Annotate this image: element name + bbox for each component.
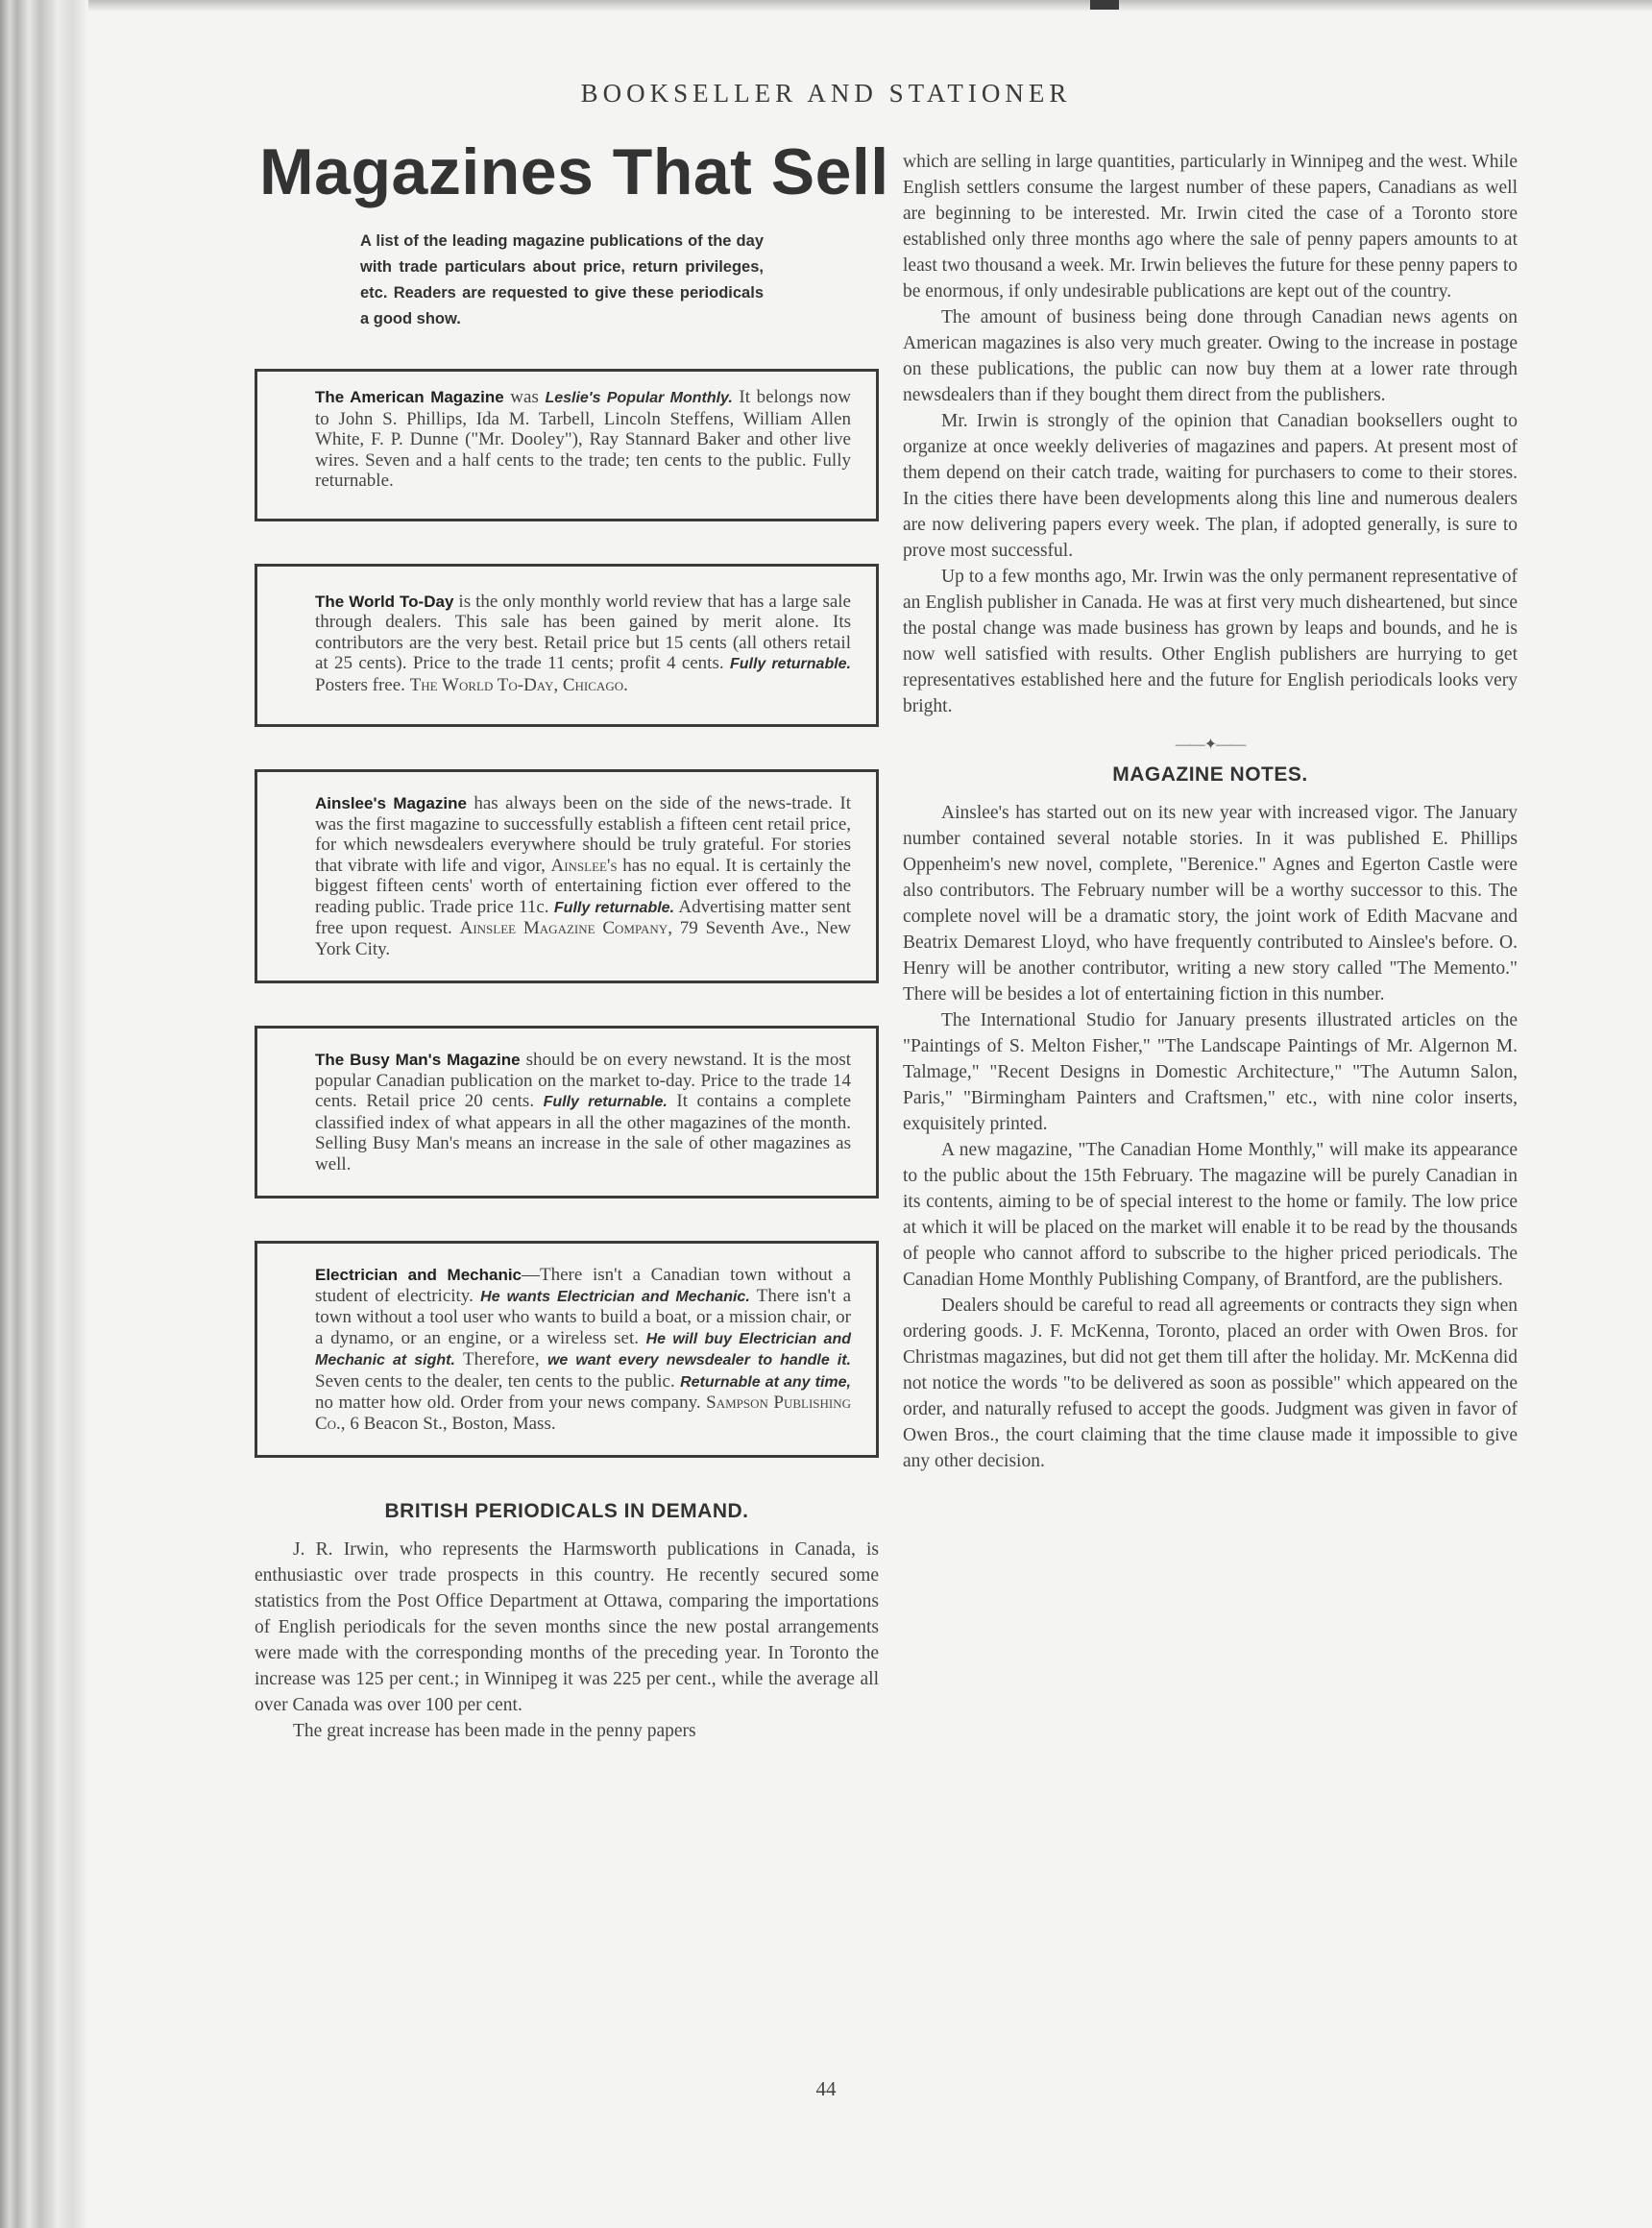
ad-text: Therefore,: [454, 1349, 547, 1369]
ad-text: It belongs now to John S. Phillips, Ida M. Tarbell, Lincoln Steffens, William Allen White, F. P. Dunne ("Mr. Dooley"), Ray Stannard Baker and other live wires. Seven and a half cents to the trade; ten cents to the public. Fully returnable.: [315, 387, 851, 491]
ad-text: —There isn't a Canadian town without a student of electricity.: [315, 1265, 851, 1306]
ad-caps: Sampson Publishing Co.,: [315, 1392, 852, 1434]
ad-italic: Fully returnable.: [553, 899, 675, 916]
paragraph: Up to a few months ago, Mr. Irwin was the only permanent representative of an English publisher in Canada. He was at first very much disheartened, but since the postal change was made business has grown by leaps and bounds, and he is now well satisfied with results. Other English publishers are hurrying to get representatives established here and the future for English periodicals looks very bright.: [903, 567, 1518, 716]
ad-text: is the only monthly world review that has a large sale through dealers. This sale has been gained by merit alone. Its contributors are the very best. Retail price but 15 cents (all others retail at 25 cents). Price to the trade 11 cents; profit 4 cents.: [315, 591, 851, 673]
book-binding-edge: [0, 0, 88, 2228]
ad-name: Electrician and Mechanic: [315, 1266, 522, 1284]
ad-text: 6 Beacon St., Boston, Mass.: [345, 1413, 556, 1434]
ad-text: should be on every newstand. It is the most popular Canadian publication on the market to-day. Price to the trade 14 cents. Retail price 20 cents.: [315, 1050, 851, 1111]
paragraph: Dealers should be careful to read all agreements or contracts they sign when ordering goods. J. F. McKenna, Toronto, placed an order with Owen Bros. for Christmas magazines, but did not get them till after the holiday. Mr. McKenna did not notice the words "to be delivered as soon as possible" which appeared on the order, and naturally refused to accept the goods. Judgment was given in favor of Owen Bros., the court claiming that the time clause made it impossible to give any other decision.: [903, 1296, 1518, 1471]
top-shadow: [88, 0, 1652, 12]
ad-text: 79 Seventh Ave., New York City.: [315, 918, 851, 959]
page-title: Magazines That Sell: [259, 135, 889, 208]
paragraph: The great increase has been made in the penny papers: [293, 1721, 696, 1741]
paragraph: The International Studio for January presents illustrated articles on the "Paintings of S. Melton Fisher," "The Landscape Paintings of Mr. Algernon M. Talmage," "Recent Designs in Domestic Architecture," "The Autumn Salon, Paris," "Birmingham Painters and Craftsmen," etc., with nine color inserts, exquisitely printed.: [903, 1010, 1518, 1134]
ad-text: Posters free.: [315, 674, 410, 695]
intro-text: A list of the leading magazine publications of the day with trade particulars about price, return privileges, etc. Readers are requested to give these periodicals a good show.: [360, 232, 764, 327]
page-number: 44: [815, 2077, 837, 2100]
ad-name: The World To-Day: [315, 592, 454, 611]
ad-busy-mans-magazine: [255, 1026, 879, 1199]
ad-world-to-day: [255, 564, 879, 728]
ad-italic: He wants Electrician and Mechanic.: [480, 1288, 750, 1305]
ad-italic: Returnable at any time,: [680, 1373, 851, 1391]
ad-italic: Leslie's Popular Monthly.: [545, 390, 733, 406]
ad-caps: Ainslee's: [550, 855, 618, 876]
ad-ainslees-magazine: [255, 769, 879, 983]
ad-italic: we want every newsdealer to handle it.: [547, 1352, 851, 1368]
ad-name: The Busy Man's Magazine: [315, 1051, 521, 1069]
ad-text: It contains a complete classified index of what appears in all the other magazines of the month. Selling Busy Man's means an increase in the sale of other magazines as well.: [315, 1091, 852, 1175]
ad-text: Advertising matter sent free upon request.: [315, 896, 851, 938]
ad-italic: Fully returnable.: [729, 656, 852, 672]
british-periodicals-heading: BRITISH PERIODICALS IN DEMAND.: [384, 1500, 749, 1522]
paragraph: which are selling in large quantities, particularly in Winnipeg and the west. While English settlers consume the largest number of these papers, Canadians as well are beginning to be interested. Mr. Irwin cited the case of a Toronto store established only three months ago where the sale of penny papers amounts to at least two thousand a week. Mr. Irwin believes the future for these penny papers to be enormous, if only undesirable publications are kept out of the country.: [903, 152, 1518, 302]
paragraph: Ainslee's has started out on its new year with increased vigor. The January number contained several notable stories. In it was published E. Phillips Oppenheim's new novel, complete, "Berenice." Agnes and Egerton Castle were also contributors. The February number will be a worthy successor to this. The complete novel will be a dramatic story, the joint work of Edith Macvane and Beatrix Demarest Lloyd, who have frequently contributed to Ainslee's before. O. Henry will be another contributor, writing a new story called "The Memento." There will be besides a lot of entertaining fiction in this number.: [903, 803, 1518, 1005]
ad-american-magazine: [255, 369, 879, 521]
ad-text: was: [503, 387, 546, 407]
top-tab: [1090, 0, 1119, 10]
ad-name: Ainslee's Magazine: [315, 794, 467, 812]
running-header: BOOKSELLER AND STATIONER: [580, 79, 1072, 108]
ad-text: Seven cents to the dealer, ten cents to the public.: [315, 1370, 681, 1392]
ad-text: There isn't a town without a tool user who wants to build a boat, or a mission chair, or a dynamo, or an engine, or a wireless set.: [315, 1285, 852, 1348]
ad-electrician-and-mechanic: [255, 1241, 879, 1458]
paragraph: The amount of business being done through Canadian news agents on American magazines is also very much greater. Owing to the increase in postage on these publications, the public can now buy them at a lower rate through newsdealers than if they bought them direct from the publishers.: [903, 307, 1518, 405]
british-periodicals-article: [255, 1537, 879, 1744]
paragraph: A new magazine, "The Canadian Home Monthly," will make its appearance to the public about the 15th February. The magazine will be purely Canadian in its contents, aiming to be of special interest to the home or family. The low price at which it will be placed on the market will enable it to be read by the thousands of people who cannot afford to subscribe to the higher priced periodicals. The Canadian Home Monthly Publishing Company, of Brantford, are the publishers.: [903, 1140, 1518, 1290]
ad-text: has no equal. It is certainly the biggest fifteen cents' worth of entertaining fiction ever offered to the reading public. Trade price 11c.: [315, 855, 851, 917]
left-column: [255, 134, 889, 1744]
ad-caps: Ainslee Magazine Company,: [459, 918, 672, 938]
ad-text: has always been on the side of the news-trade. It was the first magazine to successfully establish a fifteen cent retail price, for which newsdealers everywhere should be truly grateful. For stories that vibrate with life and vigor,: [315, 793, 851, 876]
ad-caps: The World To-Day, Chicago.: [409, 674, 628, 695]
section-ornament: ——✦——: [1175, 737, 1246, 753]
paragraph: J. R. Irwin, who represents the Harmsworth publications in Canada, is enthusiastic over trade prospects in this country. He recently secured some statistics from the Post Office Department at Ottawa, comparing the importations of English periodicals for the seven months since the new postal arrangements were made with the corresponding months of the preceding year. In Toronto the increase was 125 per cent.; in Winnipeg it was 225 per cent., while the average all over Canada was over 100 per cent.: [255, 1539, 879, 1715]
ad-italic: Fully returnable.: [543, 1094, 668, 1110]
right-column: [903, 149, 1518, 1474]
ad-text: no matter how old. Order from your news company.: [315, 1392, 707, 1413]
magazine-notes-heading: MAGAZINE NOTES.: [1112, 763, 1308, 786]
paragraph: Mr. Irwin is strongly of the opinion that Canadian booksellers ought to organize at once weekly deliveries of magazines and papers. At present most of them depend on their catch trade, waiting for purchasers to come to their stores. In the cities there have been developments along this line and numerous dealers are now delivering papers every week. The plan, if adopted generally, is sure to prove most successful.: [903, 411, 1518, 561]
ad-name: The American Magazine: [315, 388, 504, 406]
ad-italic: He will buy Electrician and Mechanic at sight.: [315, 1330, 851, 1368]
